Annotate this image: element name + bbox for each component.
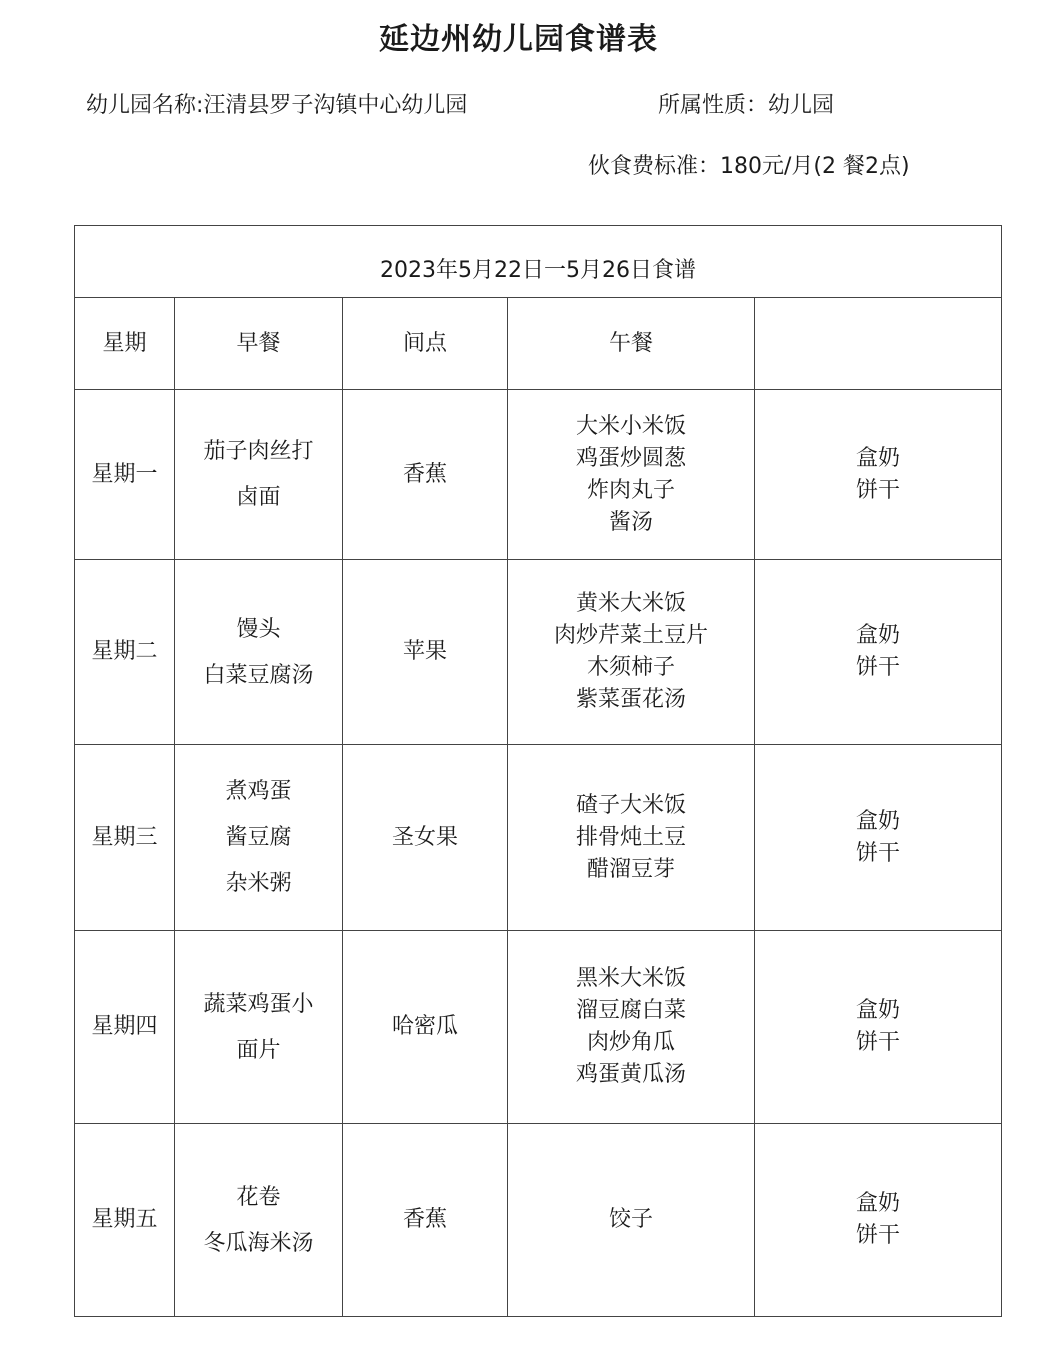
snack-cell: 圣女果 [343,745,508,931]
header-breakfast: 早餐 [175,298,343,390]
header-extra [755,298,1002,390]
lunch-item: 醋溜豆芽 [586,856,675,882]
snack-cell: 苹果 [343,560,508,745]
breakfast-item: 茄子肉丝打 [203,439,314,464]
lunch-item: 木须柿子 [586,655,675,680]
breakfast-item: 花卷 [236,1184,281,1210]
lunch-item: 碴子大米饭 [575,792,686,818]
menu-table [74,225,1002,1317]
breakfast-cell [175,931,343,1124]
breakfast-item: 面片 [236,1037,281,1063]
snack-cell: 香蕉 [343,1124,508,1317]
table-row [75,745,1002,931]
breakfast-cell [175,560,343,745]
lunch-item: 黑米大米饭 [575,966,686,991]
menu-period-cell [75,226,1002,298]
extra-item: 饼干 [856,655,901,680]
lunch-item: 排骨炖土豆 [575,824,686,850]
day-cell: 星期四 [75,931,175,1124]
day-cell: 星期五 [75,1124,175,1317]
extra-item: 盒奶 [856,445,901,471]
menu-period: 2023年5月22日一5月26日食谱 [380,257,696,283]
extra-cell [755,931,1002,1124]
breakfast-item: 酱豆腐 [225,825,292,850]
snack-cell: 香蕉 [343,390,508,560]
table-row [75,390,1002,560]
lunch-item: 鸡蛋炒圆葱 [575,445,686,471]
lunch-item: 酱汤 [608,509,653,535]
lunch-item: 肉炒芹菜土豆片 [553,623,708,648]
kindergarten-name: 幼儿园名称:汪清县罗子沟镇中心幼儿园 [86,93,468,118]
breakfast-cell [175,1124,343,1317]
lunch-cell [508,931,755,1124]
extra-cell [755,745,1002,931]
day-cell: 星期一 [75,390,175,560]
table-row [75,931,1002,1124]
breakfast-item: 白菜豆腐汤 [203,662,314,688]
breakfast-cell [175,745,343,931]
breakfast-item: 杂米粥 [225,871,292,896]
lunch-item: 溜豆腐白菜 [575,998,686,1023]
extra-item: 盒奶 [856,1191,901,1216]
lunch-cell [508,1124,755,1317]
extra-item: 盒奶 [856,623,901,648]
header-day: 星期 [75,298,175,390]
breakfast-item: 馒头 [236,616,281,642]
lunch-cell [508,560,755,745]
breakfast-item: 冬瓜海米汤 [203,1230,314,1256]
day-cell: 星期二 [75,560,175,745]
lunch-item: 肉炒角瓜 [586,1030,675,1055]
extra-item: 饼干 [856,477,901,503]
lunch-cell [508,390,755,560]
extra-item: 盒奶 [856,998,901,1023]
extra-item: 饼干 [856,1223,901,1248]
extra-item: 饼干 [856,840,901,866]
lunch-item: 鸡蛋黄瓜汤 [575,1062,686,1087]
lunch-cell [508,745,755,931]
page-title: 延边州幼儿园食谱表 [379,22,658,57]
header-row [75,298,1002,390]
breakfast-item: 蔬菜鸡蛋小 [203,991,314,1017]
lunch-item: 紫菜蛋花汤 [575,687,686,712]
lunch-item: 大米小米饭 [575,413,686,439]
day-cell: 星期三 [75,745,175,931]
table-row [75,1124,1002,1317]
header-snack: 间点 [343,298,508,390]
extra-cell [755,390,1002,560]
lunch-item: 炸肉丸子 [586,477,675,503]
breakfast-cell [175,390,343,560]
table-row [75,560,1002,745]
extra-item: 饼干 [856,1030,901,1055]
extra-cell [755,1124,1002,1317]
extra-item: 盒奶 [856,808,901,834]
snack-cell: 哈密瓜 [343,931,508,1124]
kindergarten-nature: 所属性质：幼儿园 [658,93,835,118]
lunch-item: 饺子 [608,1207,653,1232]
lunch-item: 黄米大米饭 [575,591,686,616]
header-lunch: 午餐 [508,298,755,390]
breakfast-item: 煮鸡蛋 [225,779,292,804]
meal-fee-standard: 伙食费标准：180元/月(2 餐2点) [588,154,910,179]
extra-cell [755,560,1002,745]
breakfast-item: 卤面 [236,485,281,510]
